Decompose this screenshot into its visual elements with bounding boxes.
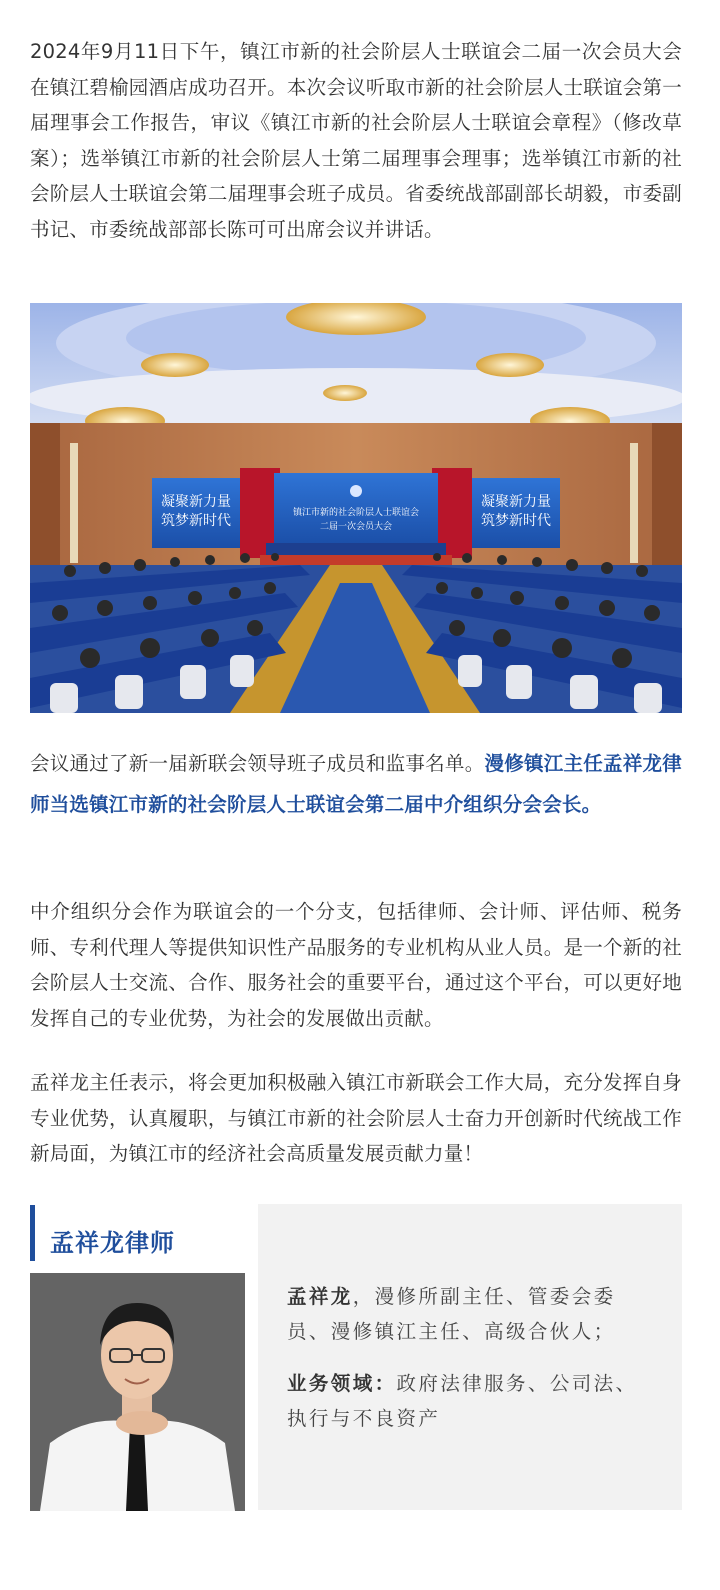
election-plain-text: 会议通过了新一届新联会领导班子成员和监事名单。: [30, 752, 485, 775]
left-screen-line2: 筑梦新时代: [161, 513, 231, 529]
left-screen-line1: 凝聚新力量: [161, 494, 231, 510]
right-screen-line1: 凝聚新力量: [481, 494, 551, 510]
paragraph-branch-introduction: 中介组织分会作为联谊会的一个分支，包括律师、会计师、评估师、税务师、专利代理人等提供知识性产品服务的专业机构从业人员。是一个新的社会阶层人士交流、合作、服务社会的重要平台，通过这个平台，可以更好地发挥自己的专业优势，为社会的发展做出贡献。: [30, 900, 682, 1030]
election-highlight-text: 漫修镇江主任孟祥龙律师当选镇江市新的社会阶层人士联谊会第二届中介组织分会会长。: [30, 752, 682, 816]
profile-title: 孟祥龙律师: [50, 1229, 175, 1257]
paragraph-election-result: [30, 744, 682, 825]
profile-practice-areas: [287, 1366, 659, 1436]
paragraph-meeting-summary: 2024年9月11日下午，镇江市新的社会阶层人士联谊会二届一次会员大会在镇江碧榆园酒店成功召开。本次会议听取市新的社会阶层人士联谊会第一届理事会工作报告，审议《镇江市新的社会阶层人士联谊会章程》（修改草案）；选举镇江市新的社会阶层人士第二届理事会理事；选举镇江市新的社会阶层人士联谊会第二届理事会班子成员。省委统战部副部长胡毅，市委副书记、市委统战部部长陈可可出席会议并讲话。: [30, 40, 682, 241]
profile-card-background: [258, 1204, 682, 1510]
profile-name: 孟祥龙: [287, 1285, 353, 1308]
center-screen-line1: 镇江市新的社会阶层人士联谊会: [292, 508, 420, 518]
right-screen-line2: 筑梦新时代: [481, 513, 551, 529]
center-screen-line2: 二届一次会员大会: [319, 522, 393, 532]
conference-photo: [30, 303, 682, 713]
lawyer-portrait: [30, 1273, 245, 1511]
profile-field-label: 业务领域：: [287, 1372, 397, 1395]
profile-roles: [287, 1279, 659, 1349]
paragraph-director-statement: 孟祥龙主任表示，将会更加积极融入镇江市新联会工作大局，充分发挥自身专业优势，认真履职，与镇江市新的社会阶层人士奋力开创新时代统战工作新局面，为镇江市的经济社会高质量发展贡献力量！: [30, 1071, 682, 1166]
profile-roles-text: ，漫修所副主任、管委会委员、漫修镇江主任、高级合伙人；: [287, 1285, 616, 1343]
profile-field-value: 政府法律服务、公司法、执行与不良资产: [287, 1372, 638, 1430]
profile-title-accent-bar: [30, 1205, 35, 1261]
